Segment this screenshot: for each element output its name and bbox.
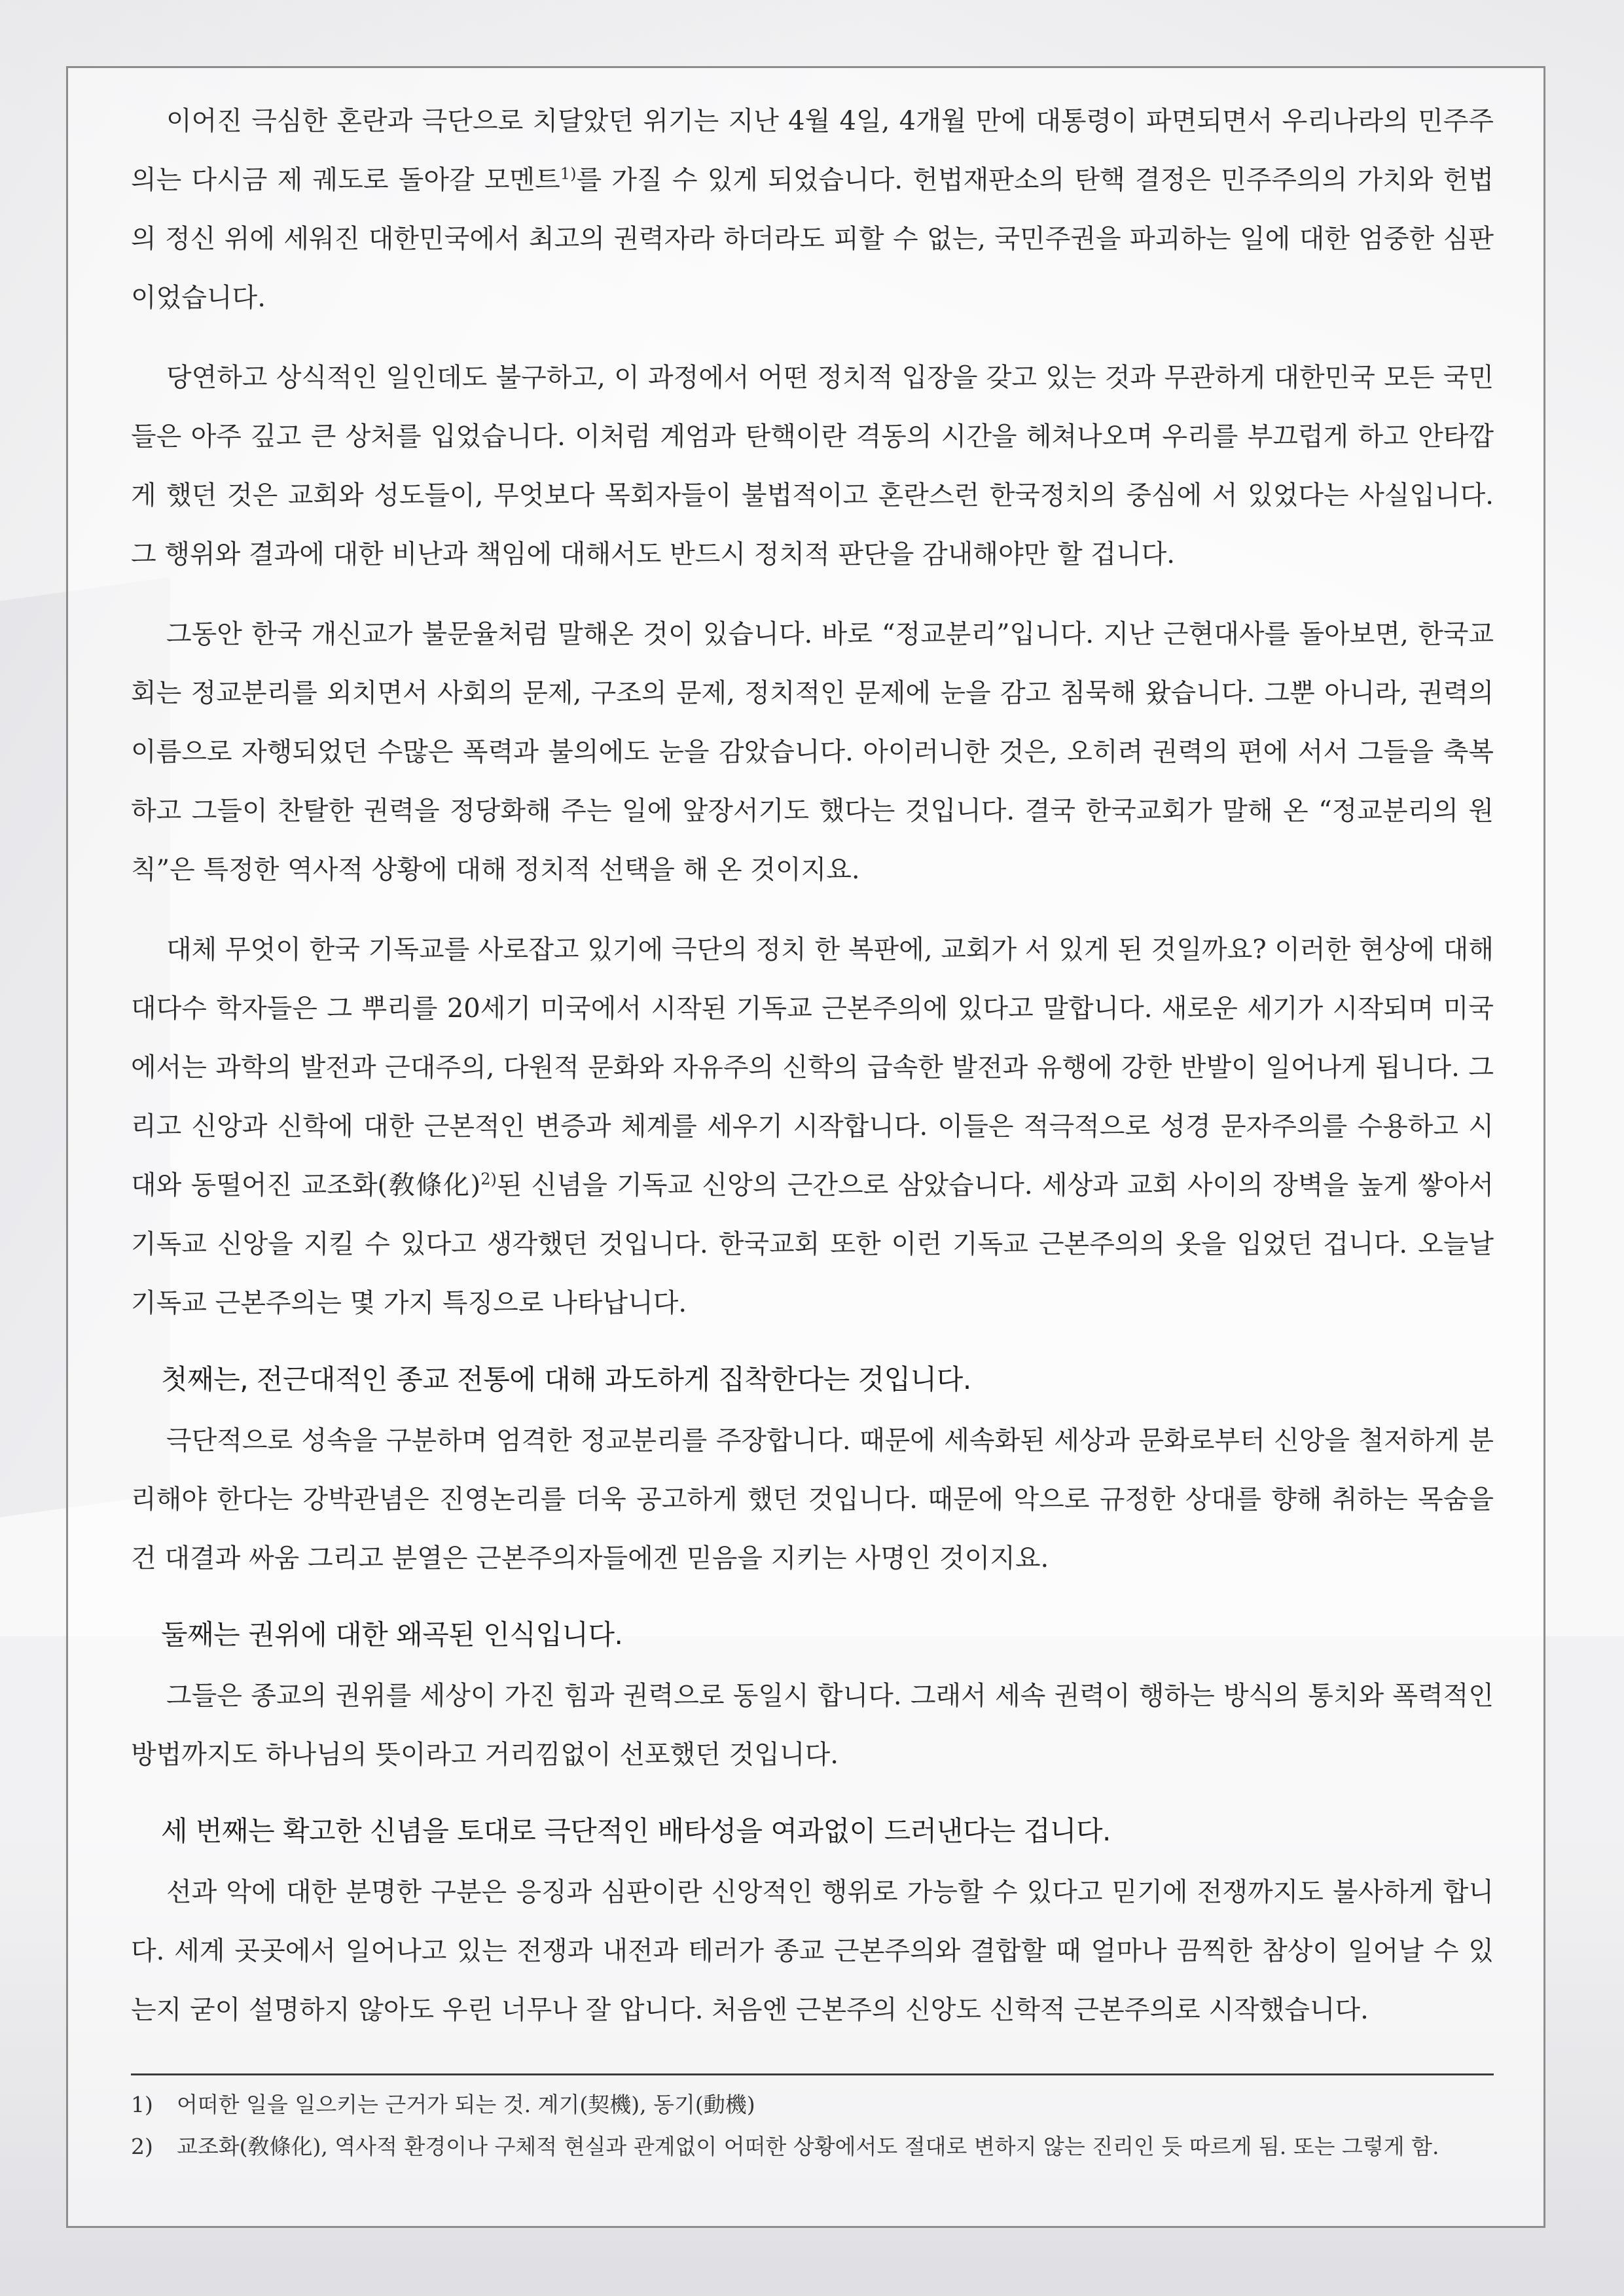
footnote-text: 교조화(敎條化), 역사적 환경이나 구체적 현실과 관계없이 어떠한 상황에서도 절대로 변하지 않는 진리인 듯 따르게 됨. 또는 그렇게 함. <box>177 2134 1439 2159</box>
paragraph: 극단적으로 성속을 구분하며 엄격한 정교분리를 주장합니다. 때문에 세속화된 세상과 문화로부터 신앙을 철저하게 분리해야 한다는 강박관념은 진영논리를 더욱 공고하게 했던 것입니다. 때문에 악으로 규정한 상대를 향해 취하는 목숨을 건 대결과 싸움 그리고 분열은 근본주의자들에겐 믿음을 지키는 사명인 것이지요. <box>131 1426 1494 1573</box>
paragraph <box>131 92 1494 327</box>
footnote <box>131 2089 1494 2121</box>
section-heading: 첫째는, 전근대적인 종교 전통에 대해 과도하게 집착한다는 것입니다. <box>161 1363 971 1395</box>
paragraph: 당연하고 상식적인 일인데도 불구하고, 이 과정에서 어떤 정치적 입장을 갖고 있는 것과 무관하게 대한민국 모든 국민들은 아주 깊고 큰 상처를 입었습니다. 이처럼 계엄과 탄핵이란 격동의 시간을 헤쳐나오며 우리를 부끄럽게 하고 안타깝게 했던 것은 교회와 성도들이, 무엇보다 목회자들이 불법적이고 혼란스런 한국정치의 중심에 서 있었다는 사실입니다. 그 행위와 결과에 대한 비난과 책임에 대해서도 반드시 정치적 판단을 감내해야만 할 겁니다. <box>131 363 1494 569</box>
paragraph: 선과 악에 대한 분명한 구분은 응징과 심판이란 신앙적인 행위로 가능할 수 있다고 믿기에 전쟁까지도 불사하게 합니다. 세계 곳곳에서 일어나고 있는 전쟁과 내전과 테러가 종교 근본주의와 결합할 때 얼마나 끔찍한 참상이 일어날 수 있는지 굳이 설명하지 않아도 우린 너무나 잘 압니다. 처음엔 근본주의 신앙도 신학적 근본주의로 시작했습니다. <box>131 1877 1494 2025</box>
paragraph: 그동안 한국 개신교가 불문율처럼 말해온 것이 있습니다. 바로 “정교분리”입니다. 지난 근현대사를 돌아보면, 한국교회는 정교분리를 외치면서 사회의 문제, 구조의 문제, 정치적인 문제에 눈을 감고 침묵해 왔습니다. 그뿐 아니라, 권력의 이름으로 자행되었던 수많은 폭력과 불의에도 눈을 감았습니다. 아이러니한 것은, 오히려 권력의 편에 서서 그들을 축복하고 그들이 찬탈한 권력을 정당화해 주는 일에 앞장서기도 했다는 것입니다. 결국 한국교회가 말해 온 “정교분리의 원칙”은 특정한 역사적 상황에 대해 정치적 선택을 해 온 것이지요. <box>131 619 1494 885</box>
paragraph-text: 대체 무엇이 한국 기독교를 사로잡고 있기에 극단의 정치 한 복판에, 교회가 서 있게 된 것일까요? 이러한 현상에 대해 대다수 학자들은 그 뿌리를 20세기 미국에서 시작된 기독교 근본주의에 있다고 말합니다. 새로운 세기가 시작되며 미국에서는 과학의 발전과 근대주의, 다원적 문화와 자유주의 신학의 급속한 발전과 유행에 강한 반발이 일어나게 됩니다. 그리고 신앙과 신학에 대한 근본적인 변증과 체계를 세우기 시작합니다. 이들은 적극적으로 성경 문자주의를 수용하고 시대와 동떨어진 교조화(敎條化) <box>131 935 1494 1200</box>
footnote-number: 1) <box>131 2092 153 2117</box>
paragraph-text: 를 가질 수 있게 되었습니다. 헌법재판소의 탄핵 결정은 민주주의의 가치와 헌법의 정신 위에 세워진 대한민국에서 최고의 권력자라 하더라도 피할 수 없는, 국민주권을 파괴하는 일에 대한 엄중한 심판이었습니다. <box>131 165 1494 313</box>
paragraph-text: 된 신념을 기독교 신앙의 근간으로 삼았습니다. 세상과 교회 사이의 장벽을 높게 쌓아서 기독교 신앙을 지킬 수 있다고 생각했던 것입니다. 한국교회 또한 이런 기독교 근본주의의 옷을 입었던 겁니다. 오늘날 기독교 근본주의는 몇 가지 특징으로 나타납니다. <box>131 1170 1494 1318</box>
footnote-ref: 1) <box>560 164 577 183</box>
paragraph-text: 이어진 극심한 혼란과 극단으로 치달았던 위기는 지난 4월 4일, 4개월 만에 대통령이 파면되면서 우리나라의 민주주의는 다시금 제 궤도로 돌아갈 모멘트 <box>131 106 1494 195</box>
footnote-text: 어떠한 일을 일으키는 근거가 되는 것. 계기(契機), 동기(動機) <box>177 2092 755 2117</box>
paragraph <box>131 920 1494 1333</box>
article-body <box>131 92 1494 2060</box>
footnote <box>131 2130 1494 2163</box>
section-heading: 둘째는 권위에 대한 왜곡된 인식입니다. <box>161 1619 623 1651</box>
footnote-ref: 2) <box>480 1170 497 1189</box>
paragraph: 그들은 종교의 권위를 세상이 가진 힘과 권력으로 동일시 합니다. 그래서 세속 권력이 행하는 방식의 통치와 폭력적인 방법까지도 하나님의 뜻이라고 거리낌없이 선포했던 것입니다. <box>131 1681 1494 1770</box>
footnote-number: 2) <box>131 2134 153 2159</box>
footnotes <box>131 2073 1494 2172</box>
section-heading: 세 번째는 확고한 신념을 토대로 극단적인 배타성을 여과없이 드러낸다는 겁니다. <box>161 1815 1111 1847</box>
